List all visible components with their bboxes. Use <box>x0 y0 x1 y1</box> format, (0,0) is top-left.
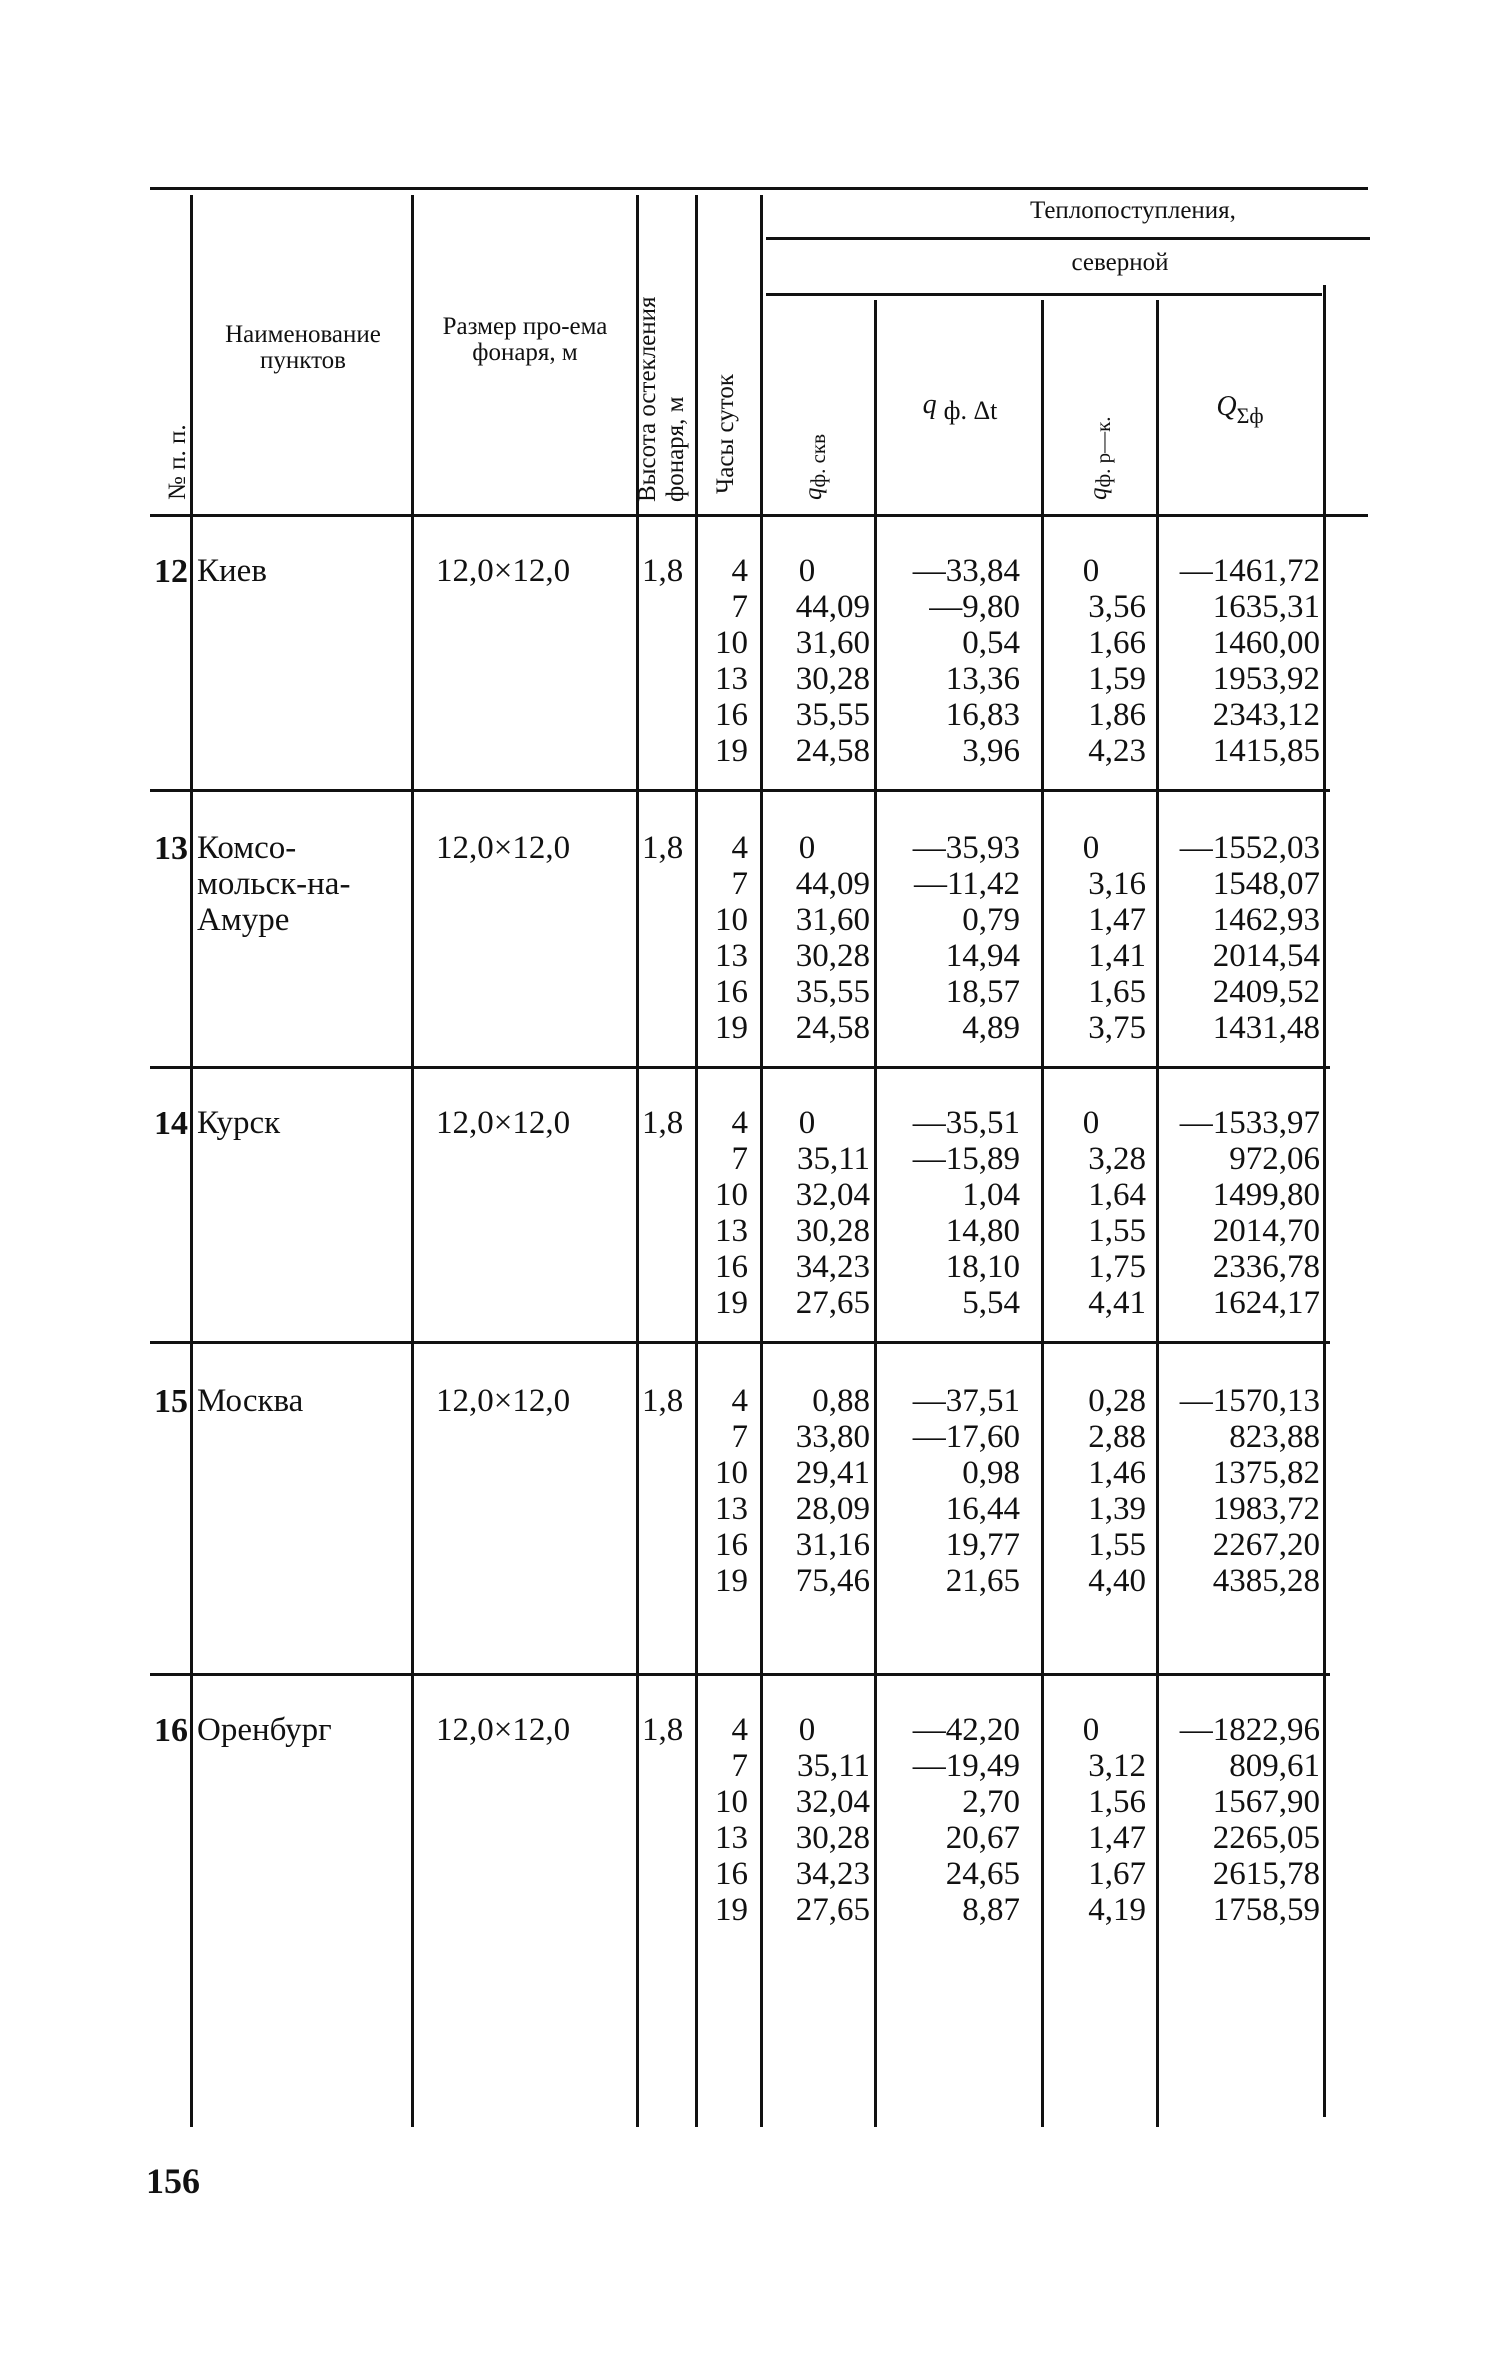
q-rk-values: 0 3,56 1,66 1,59 1,86 4,23 <box>1082 553 1146 769</box>
glazing-height: 1,8 <box>642 1383 684 1419</box>
q-dt-values: —42,20 —19,49 2,70 20,67 24,65 8,87 <box>912 1712 1020 1928</box>
hours-list: 4 7 10 13 16 19 <box>715 1105 748 1321</box>
subgroup-rule <box>766 293 1322 296</box>
Q-sum-values: —1461,72 1635,31 1460,00 1953,92 2343,12 1415,85 <box>1179 553 1320 769</box>
glazing-height: 1,8 <box>642 1712 684 1748</box>
col-rule <box>695 195 698 2127</box>
q-rk-values: 0 3,16 1,47 1,41 1,65 3,75 <box>1082 830 1146 1046</box>
col-rule <box>1323 285 1326 2117</box>
row-number: 14 <box>154 1105 188 1142</box>
hours-list: 4 7 10 13 16 19 <box>715 1712 748 1928</box>
q-dt-values: —37,51 —17,60 0,98 16,44 19,77 21,65 <box>912 1383 1020 1599</box>
hours-list: 4 7 10 13 16 19 <box>715 553 748 769</box>
row-separator <box>150 789 1330 792</box>
glazing-height: 1,8 <box>642 830 684 866</box>
Q-sum-values: —1533,97 972,06 1499,80 2014,70 2336,78 1624,17 <box>1179 1105 1320 1321</box>
location-name: Оренбург <box>197 1712 332 1748</box>
header-north: северной <box>1071 249 1169 276</box>
q-rk-values: 0 3,12 1,56 1,47 1,67 4,19 <box>1082 1712 1146 1928</box>
q-skv-values: 0 35,11 32,04 30,28 34,23 27,65 <box>795 1712 870 1928</box>
header-name: Наименование пунктов <box>225 321 381 374</box>
header-q-rk: qф. р—к. <box>1085 416 1115 500</box>
col-rule <box>760 195 763 2127</box>
page-number: 156 <box>146 2161 200 2201</box>
row-separator <box>150 1066 1330 1069</box>
header-heat-gain: Теплопоступления, <box>1030 197 1236 224</box>
opening-size: 12,0×12,0 <box>436 553 571 589</box>
col-rule <box>411 195 414 2127</box>
q-skv-values: 0,88 33,80 29,41 28,09 31,16 75,46 <box>795 1383 870 1599</box>
Q-sum-values: —1552,03 1548,07 1462,93 2014,54 2409,52 1431,48 <box>1179 830 1320 1046</box>
group-rule <box>766 237 1370 240</box>
col-rule <box>1041 300 1044 2127</box>
location-name: Киев <box>197 553 267 589</box>
header-size: Размер про-ема фонаря, м <box>442 313 608 366</box>
q-dt-values: —35,93 —11,42 0,79 14,94 18,57 4,89 <box>912 830 1020 1046</box>
opening-size: 12,0×12,0 <box>436 1105 571 1141</box>
row-separator <box>150 1673 1330 1676</box>
location-name: Москва <box>197 1383 304 1419</box>
row-number: 15 <box>154 1383 188 1420</box>
Q-sum-values: —1822,96 809,61 1567,90 2265,05 2615,78 1758,59 <box>1179 1712 1320 1928</box>
q-dt-values: —35,51 —15,89 1,04 14,80 18,10 5,54 <box>912 1105 1020 1321</box>
location-name: Курск <box>197 1105 281 1141</box>
q-skv-values: 0 44,09 31,60 30,28 35,55 24,58 <box>795 830 870 1046</box>
header-no: № п. п. <box>164 424 191 500</box>
header-Q-sum: $Q_{\Sigma ф}$ <box>1216 391 1264 428</box>
opening-size: 12,0×12,0 <box>436 1712 571 1748</box>
row-number: 12 <box>154 553 188 590</box>
col-rule <box>1156 300 1159 2127</box>
header-q-dt: q ф. Δt <box>922 389 998 425</box>
hours-list: 4 7 10 13 16 19 <box>715 1383 748 1599</box>
table-top-rule <box>150 187 1368 190</box>
Q-sum-values: —1570,13 823,88 1375,82 1983,72 2267,20 4385,28 <box>1179 1383 1320 1599</box>
row-number: 13 <box>154 830 188 867</box>
glazing-height: 1,8 <box>642 1105 684 1141</box>
row-number: 16 <box>154 1712 188 1749</box>
hours-list: 4 7 10 13 16 19 <box>715 830 748 1046</box>
header-hours: Часы суток <box>712 374 739 494</box>
opening-size: 12,0×12,0 <box>436 830 571 866</box>
q-dt-values: —33,84 —9,80 0,54 13,36 16,83 3,96 <box>912 553 1020 769</box>
q-rk-values: 0,28 2,88 1,46 1,39 1,55 4,40 <box>1088 1383 1146 1599</box>
col-rule <box>874 300 877 2127</box>
row-separator <box>150 1341 1330 1344</box>
header-q-skv: qф. скв <box>800 433 830 500</box>
header-bottom-rule <box>150 514 1368 517</box>
glazing-height: 1,8 <box>642 553 684 589</box>
header-height: Высота остекления фонаря, м <box>634 296 689 502</box>
q-rk-values: 0 3,28 1,64 1,55 1,75 4,41 <box>1082 1105 1146 1321</box>
location-name: Комсо- мольск-на- Амуре <box>197 830 351 938</box>
q-skv-values: 0 44,09 31,60 30,28 35,55 24,58 <box>795 553 870 769</box>
opening-size: 12,0×12,0 <box>436 1383 571 1419</box>
q-skv-values: 0 35,11 32,04 30,28 34,23 27,65 <box>795 1105 870 1321</box>
